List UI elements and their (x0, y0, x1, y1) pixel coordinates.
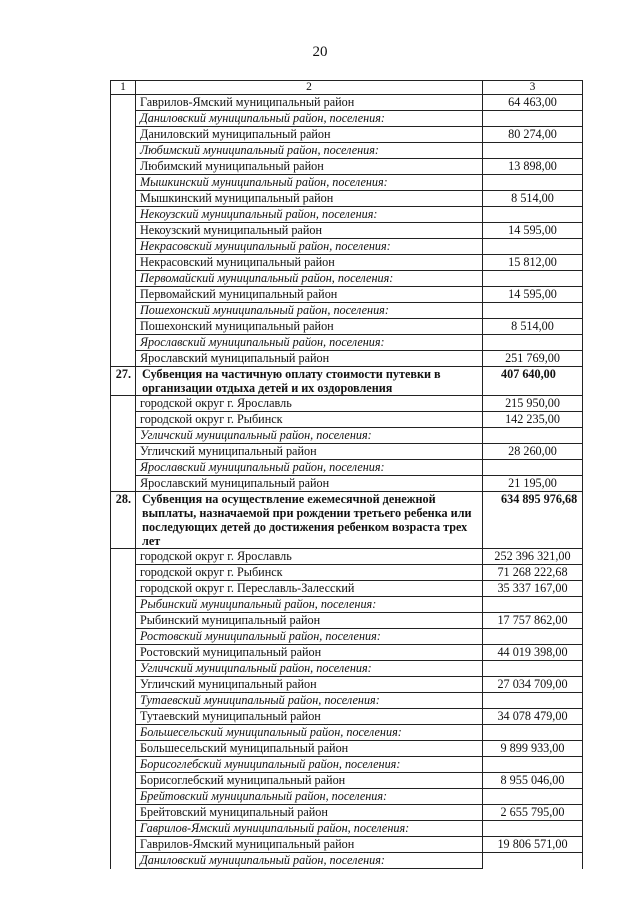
row-amount-cell: 8 514,00 (483, 319, 583, 335)
table-row (111, 476, 583, 492)
row-number-cell (111, 444, 136, 460)
row-name-cell: Ярославский муниципальный район, поселения: (136, 335, 483, 351)
row-name-cell: Первомайский муниципальный район, поселения: (136, 271, 483, 287)
table-row-subheading (111, 111, 583, 127)
page-number: 20 (312, 44, 328, 60)
table-row-subheading (111, 821, 583, 837)
row-number-cell (111, 428, 136, 444)
row-number-cell (111, 319, 136, 335)
row-amount-cell (483, 789, 583, 805)
table-row-section-title (111, 367, 583, 396)
row-name-cell: городской округ г. Переславль-Залесский (136, 581, 483, 597)
row-amount-cell (483, 335, 583, 351)
row-amount-cell: 15 812,00 (483, 255, 583, 271)
row-amount-cell (483, 428, 583, 444)
row-number-cell (111, 239, 136, 255)
row-number-cell (111, 613, 136, 629)
table-row-subheading (111, 693, 583, 709)
table-row (111, 95, 583, 111)
row-number-cell (111, 709, 136, 725)
row-name-cell: Ростовский муниципальный район (136, 645, 483, 661)
row-number-cell (111, 303, 136, 319)
row-name-cell: Пошехонский муниципальный район, поселения: (136, 303, 483, 319)
row-amount-cell (483, 597, 583, 613)
table-row (111, 191, 583, 207)
row-name-cell: Угличский муниципальный район, поселения: (136, 428, 483, 444)
row-number-cell (111, 677, 136, 693)
row-amount-cell (483, 757, 583, 773)
row-amount-cell: 215 950,00 (483, 396, 583, 412)
row-name-cell: Большесельский муниципальный район, поселения: (136, 725, 483, 741)
row-name-cell: Некрасовский муниципальный район (136, 255, 483, 271)
row-name-cell: Некрасовский муниципальный район, поселения: (136, 239, 483, 255)
row-amount-cell: 251 769,00 (483, 351, 583, 367)
row-name-cell: Угличский муниципальный район (136, 444, 483, 460)
row-name-cell: Гаврилов-Ямский муниципальный район (136, 95, 483, 111)
row-amount-cell (483, 111, 583, 127)
row-amount-cell: 34 078 479,00 (483, 709, 583, 725)
row-amount-cell: 21 195,00 (483, 476, 583, 492)
table-row (111, 677, 583, 693)
row-amount-cell: 9 899 933,00 (483, 741, 583, 757)
table-row-subheading (111, 175, 583, 191)
row-name-cell: Ярославский муниципальный район, поселения: (136, 460, 483, 476)
row-number-cell (111, 725, 136, 741)
row-name-cell: Ярославский муниципальный район (136, 476, 483, 492)
row-number-cell: 28. (111, 492, 136, 549)
row-number-cell (111, 287, 136, 303)
row-name-cell: Угличский муниципальный район (136, 677, 483, 693)
table-header-row (111, 81, 583, 95)
row-number-cell (111, 223, 136, 239)
row-amount-cell: 71 268 222,68 (483, 565, 583, 581)
row-number-cell (111, 351, 136, 367)
table-row (111, 319, 583, 335)
row-name-cell: Субвенция на осуществление ежемесячной денежной выплаты, назначаемой при рождении третьего ребенка или последующих детей до достижения ребенком возраста трех лет (136, 492, 483, 549)
row-name-cell: Борисоглебский муниципальный район (136, 773, 483, 789)
row-name-cell: городской округ г. Ярославль (136, 549, 483, 565)
table-row-subheading (111, 335, 583, 351)
row-number-cell (111, 693, 136, 709)
table-row-section-title (111, 492, 583, 549)
table-row (111, 287, 583, 303)
row-amount-cell: 142 235,00 (483, 412, 583, 428)
row-amount-cell (483, 661, 583, 677)
table-row (111, 613, 583, 629)
row-name-cell: Пошехонский муниципальный район (136, 319, 483, 335)
row-name-cell: Некоузский муниципальный район, поселения: (136, 207, 483, 223)
row-number-cell (111, 335, 136, 351)
row-name-cell: городской округ г. Рыбинск (136, 412, 483, 428)
table-row-subheading (111, 661, 583, 677)
row-amount-cell (483, 207, 583, 223)
row-amount-cell (483, 175, 583, 191)
table-row (111, 159, 583, 175)
row-amount-cell: 407 640,00 (483, 367, 583, 396)
row-name-cell: Тутаевский муниципальный район (136, 709, 483, 725)
table-row-subheading (111, 757, 583, 773)
table-row-subheading (111, 207, 583, 223)
header-col-3: 3 (483, 81, 583, 95)
row-name-cell: Ростовский муниципальный район, поселения: (136, 629, 483, 645)
table-row-subheading (111, 597, 583, 613)
row-name-cell: Ярославский муниципальный район (136, 351, 483, 367)
row-number-cell (111, 95, 136, 111)
row-name-cell: Любимский муниципальный район (136, 159, 483, 175)
row-name-cell: городской округ г. Рыбинск (136, 565, 483, 581)
row-amount-cell (483, 460, 583, 476)
table-row (111, 223, 583, 239)
row-number-cell (111, 412, 136, 428)
row-number-cell (111, 271, 136, 287)
row-name-cell: Рыбинский муниципальный район (136, 613, 483, 629)
table-row (111, 805, 583, 821)
row-number-cell (111, 645, 136, 661)
row-number-cell: 27. (111, 367, 136, 396)
table-row (111, 549, 583, 565)
row-amount-cell: 19 806 571,00 (483, 837, 583, 853)
row-amount-cell (483, 821, 583, 837)
row-number-cell (111, 191, 136, 207)
row-amount-cell: 14 595,00 (483, 287, 583, 303)
row-name-cell: Угличский муниципальный район, поселения: (136, 661, 483, 677)
row-name-cell: Даниловский муниципальный район, поселения: (136, 853, 483, 869)
row-amount-cell: 13 898,00 (483, 159, 583, 175)
row-name-cell: Брейтовский муниципальный район, поселения: (136, 789, 483, 805)
row-number-cell (111, 741, 136, 757)
row-name-cell: Даниловский муниципальный район, поселения: (136, 111, 483, 127)
row-amount-cell: 8 514,00 (483, 191, 583, 207)
row-number-cell (111, 175, 136, 191)
row-name-cell: Гаврилов-Ямский муниципальный район, поселения: (136, 821, 483, 837)
table-row (111, 645, 583, 661)
row-number-cell (111, 773, 136, 789)
row-number-cell (111, 837, 136, 853)
row-number-cell (111, 565, 136, 581)
table-row (111, 412, 583, 428)
budget-table (110, 80, 583, 869)
row-number-cell (111, 581, 136, 597)
row-number-cell (111, 757, 136, 773)
table-row (111, 837, 583, 853)
row-amount-cell: 17 757 862,00 (483, 613, 583, 629)
row-name-cell: Тутаевский муниципальный район, поселения: (136, 693, 483, 709)
table-row-subheading (111, 460, 583, 476)
table-row (111, 581, 583, 597)
row-name-cell: Борисоглебский муниципальный район, поселения: (136, 757, 483, 773)
row-number-cell (111, 549, 136, 565)
row-number-cell (111, 159, 136, 175)
row-amount-cell (483, 629, 583, 645)
row-name-cell: Мышкинский муниципальный район (136, 191, 483, 207)
row-amount-cell: 28 260,00 (483, 444, 583, 460)
table-row (111, 396, 583, 412)
row-amount-cell: 14 595,00 (483, 223, 583, 239)
table-row (111, 127, 583, 143)
row-amount-cell: 8 955 046,00 (483, 773, 583, 789)
row-amount-cell: 35 337 167,00 (483, 581, 583, 597)
table-row (111, 709, 583, 725)
row-number-cell (111, 460, 136, 476)
row-name-cell: Некоузский муниципальный район (136, 223, 483, 239)
row-amount-cell (483, 303, 583, 319)
row-name-cell: Гаврилов-Ямский муниципальный район (136, 837, 483, 853)
table-row (111, 741, 583, 757)
row-name-cell: Субвенция на частичную оплату стоимости путевки в организации отдыха детей и их оздоровления (136, 367, 483, 396)
row-number-cell (111, 661, 136, 677)
row-amount-cell (483, 853, 583, 869)
table-row-subheading (111, 629, 583, 645)
table-row (111, 773, 583, 789)
row-amount-cell (483, 271, 583, 287)
row-amount-cell (483, 239, 583, 255)
row-amount-cell: 2 655 795,00 (483, 805, 583, 821)
table-row-subheading (111, 725, 583, 741)
table-row (111, 255, 583, 271)
row-amount-cell: 252 396 321,00 (483, 549, 583, 565)
row-number-cell (111, 476, 136, 492)
table-row-subheading (111, 853, 583, 869)
table-row-subheading (111, 239, 583, 255)
row-number-cell (111, 853, 136, 869)
row-number-cell (111, 597, 136, 613)
row-number-cell (111, 805, 136, 821)
table-row-subheading (111, 303, 583, 319)
row-name-cell: Большесельский муниципальный район (136, 741, 483, 757)
table-row (111, 565, 583, 581)
row-name-cell: городской округ г. Ярославль (136, 396, 483, 412)
row-number-cell (111, 207, 136, 223)
row-amount-cell: 80 274,00 (483, 127, 583, 143)
row-amount-cell (483, 693, 583, 709)
table-row-subheading (111, 271, 583, 287)
row-amount-cell: 44 019 398,00 (483, 645, 583, 661)
header-col-1: 1 (111, 81, 136, 95)
row-name-cell: Брейтовский муниципальный район (136, 805, 483, 821)
table-row (111, 351, 583, 367)
row-number-cell (111, 255, 136, 271)
row-name-cell: Любимский муниципальный район, поселения: (136, 143, 483, 159)
table-row-subheading (111, 789, 583, 805)
header-col-2: 2 (136, 81, 483, 95)
row-amount-cell (483, 725, 583, 741)
table-row (111, 444, 583, 460)
table-row-subheading (111, 143, 583, 159)
row-amount-cell: 634 895 976,68 (483, 492, 583, 549)
row-name-cell: Первомайский муниципальный район (136, 287, 483, 303)
row-number-cell (111, 111, 136, 127)
row-number-cell (111, 789, 136, 805)
row-name-cell: Рыбинский муниципальный район, поселения: (136, 597, 483, 613)
row-number-cell (111, 143, 136, 159)
row-number-cell (111, 127, 136, 143)
row-name-cell: Даниловский муниципальный район (136, 127, 483, 143)
row-amount-cell: 64 463,00 (483, 95, 583, 111)
row-number-cell (111, 396, 136, 412)
table-row-subheading (111, 428, 583, 444)
table-body (111, 81, 583, 869)
row-amount-cell (483, 143, 583, 159)
row-number-cell (111, 629, 136, 645)
row-amount-cell: 27 034 709,00 (483, 677, 583, 693)
row-name-cell: Мышкинский муниципальный район, поселения: (136, 175, 483, 191)
row-number-cell (111, 821, 136, 837)
